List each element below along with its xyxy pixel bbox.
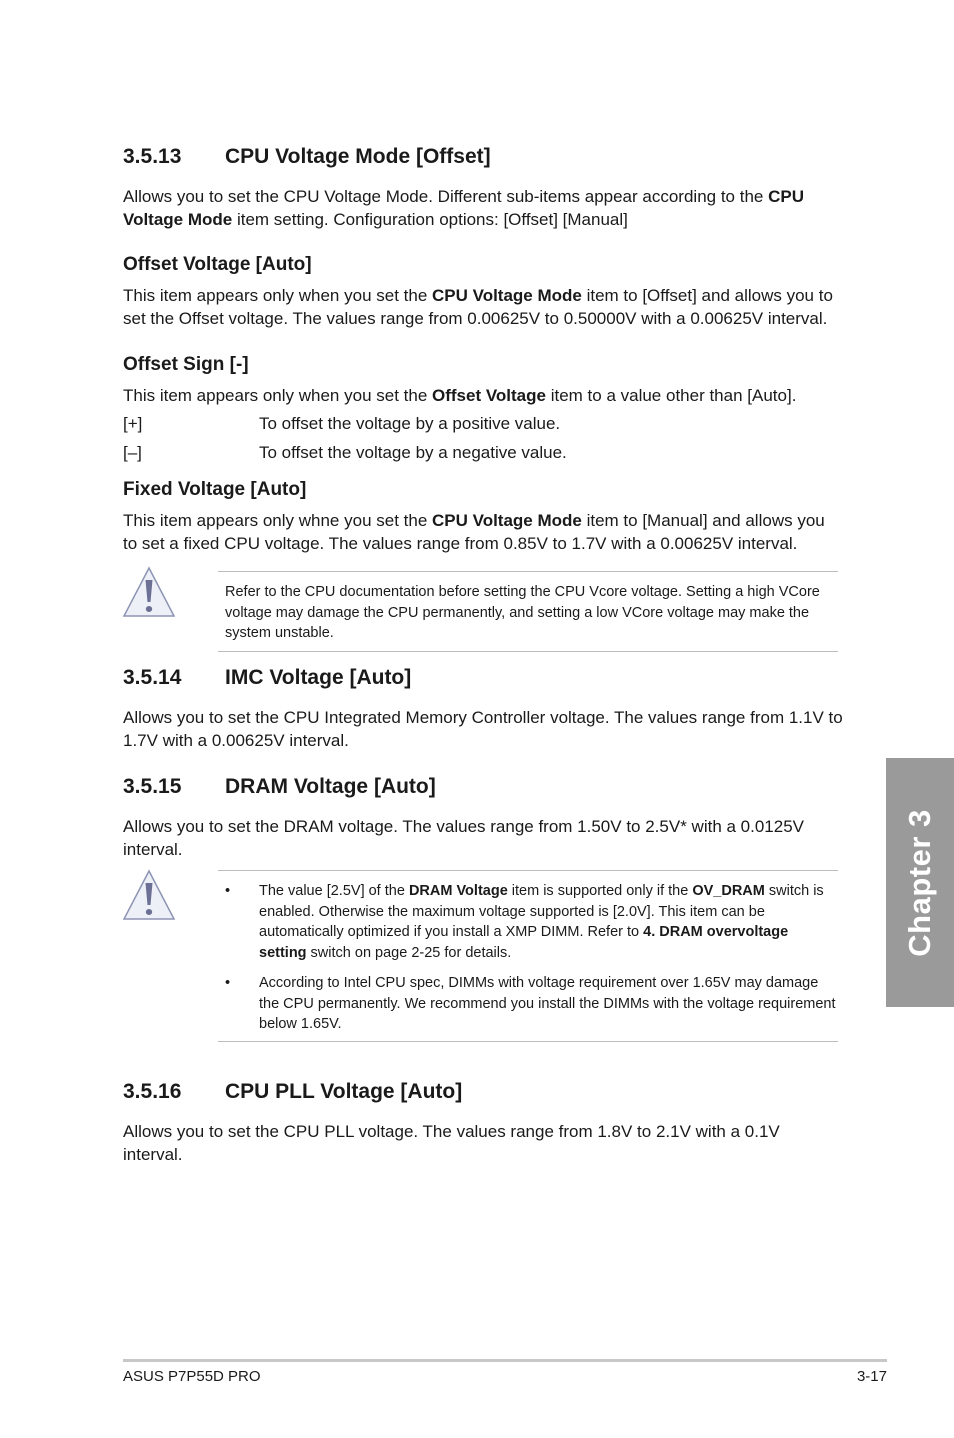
section-heading-3-5-13 [123,145,491,169]
chapter-tab-label: Chapter 3 [902,808,937,957]
offset-voltage-text [123,284,843,330]
section-heading-3-5-15 [123,775,436,799]
text-run: item to [Offset] and allows you to set the Offset voltage. The values range from 0.00625V to 0.50000V with a 0.00625V interval. [123,286,833,328]
bold-term: 4. DRAM overvoltage setting [259,924,789,961]
section-number: 3.5.16 [123,1080,182,1103]
section-3-5-13-text [123,185,843,231]
text-run: The value [2.5V] of the [259,883,409,899]
bold-term: CPU Voltage Mode [432,511,582,530]
bullet-dot: • [225,975,231,991]
bullet-dot: • [225,883,231,899]
warning-triangle-icon [122,869,176,921]
section-number: 3.5.13 [123,145,182,168]
section-title: IMC Voltage [Auto] [225,666,412,689]
offset-sign-text [123,384,843,407]
section-heading-3-5-14 [123,666,411,690]
note-bullet [219,973,836,1035]
text-run: item to [Manual] and allows you to set a fixed CPU voltage. The values range from 0.85V to 1.7V with a 0.00625V interval. [123,511,825,553]
footer-page-number: 3-17 [856,1368,887,1385]
bold-term: CPU Voltage Mode [432,286,582,305]
section-title: CPU PLL Voltage [Auto] [225,1080,463,1103]
subheading-fixed-voltage: Fixed Voltage [Auto] [123,479,307,500]
text-run: switch is enabled. Otherwise the maximum voltage supported is [2.0V]. This item can be automatically optimized if you install a XMP DIMM. Refer to [259,883,824,940]
subheading-offset-sign: Offset Sign [-] [123,354,249,375]
bold-term: CPU Voltage Mode [123,187,804,229]
chapter-tab [886,758,954,1007]
subheading-offset-voltage: Offset Voltage [Auto] [123,254,312,275]
text-run: This item appears only when you set the [123,386,432,405]
section-number: 3.5.14 [123,666,182,689]
section-3-5-14-text: Allows you to set the CPU Integrated Memory Controller voltage. The values range from 1.1V to 1.7V with a 0.00625V interval. [123,708,843,750]
warning-triangle-icon [122,566,176,618]
option-key: [+] [123,414,143,433]
option-key: [–] [123,443,142,462]
caution-note [218,870,838,1042]
option-desc: To offset the voltage by a positive value. [259,414,561,433]
option-row [123,441,567,464]
section-3-5-16-text: Allows you to set the CPU PLL voltage. The values range from 1.8V to 2.1V with a 0.1V interval. [123,1122,780,1164]
option-desc: To offset the voltage by a negative value. [259,443,567,462]
text-run: switch on page 2-25 for details. [306,944,512,961]
section-title: CPU Voltage Mode [Offset] [225,145,491,168]
section-number: 3.5.15 [123,775,182,798]
bold-term: DRAM Voltage [408,883,508,899]
text-run: item setting. Configuration options: [Offset] [Manual] [232,210,628,229]
text-run: This item appears only when you set the [123,286,432,305]
text-run: item is supported only if the [507,883,693,899]
footer-rule [123,1359,887,1362]
bold-term: OV_DRAM [692,883,765,899]
footer-product: ASUS P7P55D PRO [123,1368,261,1385]
option-row [123,412,560,435]
caution-note [218,571,838,652]
fixed-voltage-text [123,509,843,555]
bold-term: Offset Voltage [432,386,546,405]
section-3-5-15-text: Allows you to set the DRAM voltage. The values range from 1.50V to 2.5V* with a 0.0125V interval. [123,817,805,859]
text-run: According to Intel CPU spec, DIMMs with voltage requirement over 1.65V may damage the CPU permanently. We recommend you install the DIMMs with the voltage requirement below 1.65V. [259,975,836,1032]
text-run: item to a value other than [Auto]. [545,386,797,405]
text-run: This item appears only whne you set the [123,511,432,530]
text-run: Allows you to set the CPU Voltage Mode. Different sub-items appear according to the [123,187,769,206]
note-bullet [219,881,836,963]
section-heading-3-5-16 [123,1080,462,1104]
section-title: DRAM Voltage [Auto] [225,775,436,798]
note-text: Refer to the CPU documentation before setting the CPU Vcore voltage. Setting a high VCore voltage may damage the CPU permanently, and setting a low VCore voltage may make the system unstable. [225,584,820,641]
